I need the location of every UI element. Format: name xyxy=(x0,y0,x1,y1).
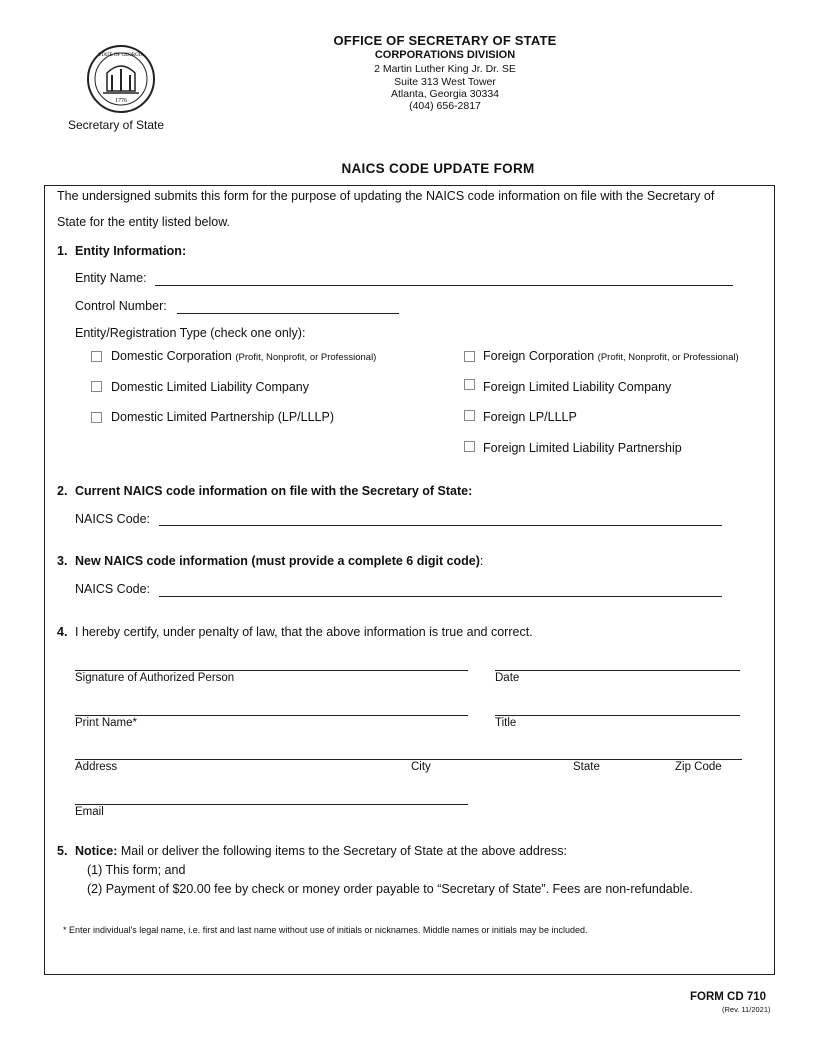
entity-type-label: Entity/Registration Type (check one only): xyxy=(75,326,306,340)
print-name-field[interactable] xyxy=(75,715,468,716)
section-5-number: 5. xyxy=(57,844,68,858)
date-label: Date xyxy=(495,672,520,684)
section-1-heading: Entity Information: xyxy=(75,244,187,258)
seal-caption: Secretary of State xyxy=(68,118,165,132)
section-4-number: 4. xyxy=(57,625,68,639)
print-name-label: Print Name* xyxy=(75,717,137,729)
foreign-lp-label: Foreign LP/LLLP xyxy=(483,410,577,424)
foreign-llc-label: Foreign Limited Liability Company xyxy=(483,380,672,394)
address-line-1: 2 Martin Luther King Jr. Dr. SE xyxy=(374,63,516,75)
email-label: Email xyxy=(75,806,104,818)
address-label: Address xyxy=(75,761,118,773)
notice-item-1: (1) This form; and xyxy=(87,863,186,877)
current-naics-field[interactable] xyxy=(159,525,722,526)
section-1-number: 1. xyxy=(57,244,68,258)
foreign-llc-checkbox[interactable] xyxy=(464,379,475,390)
intro-line-2: State for the entity listed below. xyxy=(57,215,231,229)
georgia-state-seal xyxy=(87,45,155,113)
state-label: State xyxy=(573,761,600,773)
email-field[interactable] xyxy=(75,804,468,805)
seal-year: 1776 xyxy=(115,98,127,104)
address-line-3: Atlanta, Georgia 30334 xyxy=(391,88,499,100)
title-label: Title xyxy=(495,717,517,729)
foreign-corporation-label: Foreign Corporation (Profit, Nonprofit, or Professional) xyxy=(483,349,739,363)
section-3-number: 3. xyxy=(57,554,68,568)
entity-name-label: Entity Name: xyxy=(75,271,147,285)
section-3-heading: New NAICS code information (must provide a complete 6 digit code): xyxy=(75,554,484,568)
domestic-lp-checkbox[interactable] xyxy=(91,412,102,423)
entity-name-field[interactable] xyxy=(155,285,733,286)
domestic-llc-checkbox[interactable] xyxy=(91,381,102,392)
city-label: City xyxy=(411,761,431,773)
domestic-llc-label: Domestic Limited Liability Company xyxy=(111,380,309,394)
date-field[interactable] xyxy=(495,670,740,671)
foreign-llp-label: Foreign Limited Liability Partnership xyxy=(483,441,682,455)
foreign-lp-checkbox[interactable] xyxy=(464,410,475,421)
revision: (Rev. 11/2021) xyxy=(722,1005,771,1014)
zip-label: Zip Code xyxy=(675,761,722,773)
current-naics-label: NAICS Code: xyxy=(75,512,151,526)
form-number: FORM CD 710 xyxy=(690,991,767,1003)
office-title: OFFICE OF SECRETARY OF STATE xyxy=(333,33,557,48)
seal-text: STATE OF GEORGIA xyxy=(98,53,144,58)
address-line-2: Suite 313 West Tower xyxy=(394,76,496,88)
section-2-number: 2. xyxy=(57,484,68,498)
division-title: CORPORATIONS DIVISION xyxy=(374,49,516,61)
control-number-label: Control Number: xyxy=(75,299,167,313)
form-title: NAICS CODE UPDATE FORM xyxy=(341,161,535,176)
signature-field[interactable] xyxy=(75,670,468,671)
title-field[interactable] xyxy=(495,715,740,716)
notice-text: Notice: Mail or deliver the following items to the Secretary of State at the above address: xyxy=(75,844,567,858)
control-number-field[interactable] xyxy=(177,313,399,314)
new-naics-label: NAICS Code: xyxy=(75,582,151,596)
section-2-heading: Current NAICS code information on file with the Secretary of State: xyxy=(75,484,473,498)
new-naics-field[interactable] xyxy=(159,596,722,597)
intro-line-1: The undersigned submits this form for the purpose of updating the NAICS code information on file with the Secretary of xyxy=(57,189,715,203)
footnote: * Enter individual's legal name, i.e. first and last name without use of initials or nicknames. Middle names or initials may be included. xyxy=(63,925,588,935)
phone: (404) 656-2817 xyxy=(409,100,481,112)
domestic-corporation-checkbox[interactable] xyxy=(91,351,102,362)
notice-item-2: (2) Payment of $20.00 fee by check or money order payable to “Secretary of State”. Fees are non-refundable. xyxy=(87,882,693,896)
foreign-corporation-checkbox[interactable] xyxy=(464,351,475,362)
foreign-llp-checkbox[interactable] xyxy=(464,441,475,452)
domestic-lp-label: Domestic Limited Partnership (LP/LLLP) xyxy=(111,410,335,424)
domestic-corporation-label: Domestic Corporation (Profit, Nonprofit, or Professional) xyxy=(111,349,377,363)
address-field[interactable] xyxy=(75,759,742,760)
certification-text: I hereby certify, under penalty of law, that the above information is true and correct. xyxy=(75,625,533,639)
signature-label: Signature of Authorized Person xyxy=(75,672,235,684)
